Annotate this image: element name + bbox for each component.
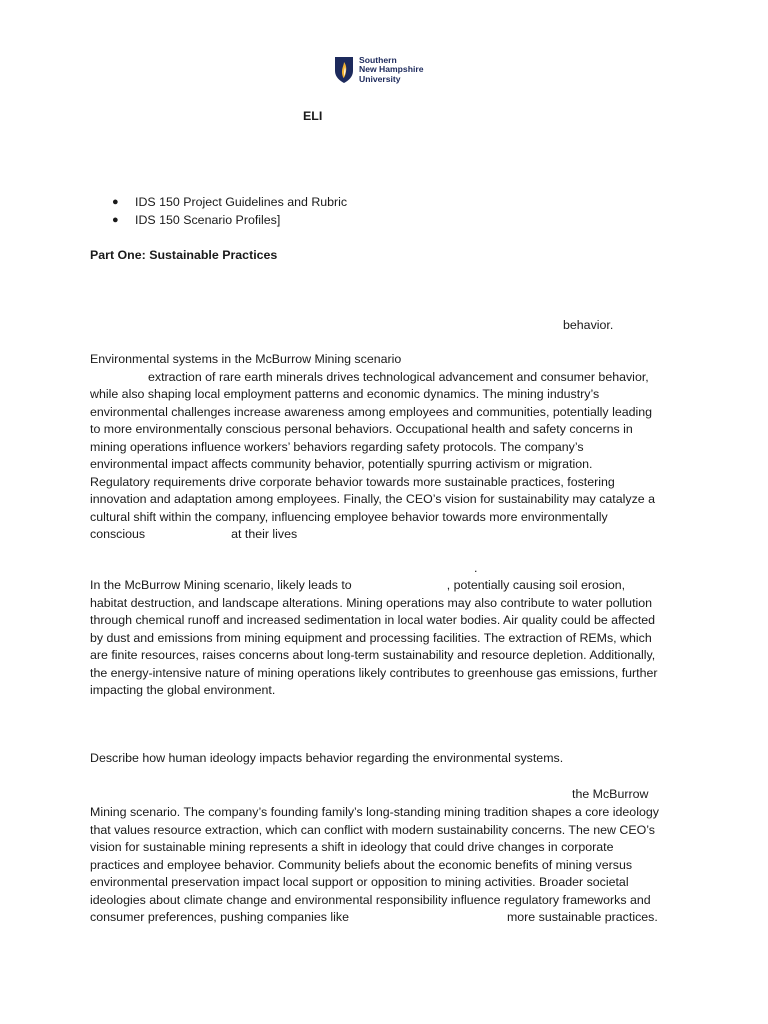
section-heading: Part One: Sustainable Practices (90, 248, 278, 262)
shield-flame-icon (334, 56, 354, 84)
resource-list (112, 194, 347, 229)
bullet-icon: ● (112, 213, 119, 226)
text-line: that values resource extraction, which can conflict with modern sustainability concerns. The new CEO’s (90, 822, 655, 837)
text-segment: more sustainable practices. (506, 910, 658, 924)
text-line: innovation and adaptation among employees. Finally, the CEO’s vision for sustainability may catalyze a (90, 492, 655, 506)
student-name: ELI (303, 109, 323, 123)
list-item (112, 194, 347, 212)
text-fragment: the McBurrow (572, 787, 649, 801)
list-item-text: IDS 150 Project Guidelines and Rubric (135, 195, 348, 209)
environmental-impact-paragraph (90, 577, 690, 700)
bullet-icon: ● (112, 196, 119, 208)
university-logo (334, 56, 423, 84)
text-segment: , potentially causing soil erosion, (446, 578, 626, 592)
text-line: by dust and emissions from mining equipment and processing facilities. The extraction of REMs, which (90, 630, 652, 645)
text-line: Regulatory requirements drive corporate behavior towards more sustainable practices, fostering (90, 474, 615, 489)
text-segment: conscious (90, 527, 146, 541)
text-line: practices and employee behavior. Community beliefs about the economic benefits of mining versus (90, 857, 633, 872)
logo-wordmark (359, 56, 423, 84)
logo-line-1: Southern (359, 55, 397, 65)
text-line: are finite resources, raises concerns about long-term sustainability and resource depletion. Additionally, (90, 648, 656, 662)
list-item (112, 212, 347, 230)
text-line (90, 909, 690, 927)
text-line: mining operations influence workers’ behaviors regarding safety protocols. The company’s (90, 439, 584, 454)
text-line: impacting the global environment. (90, 683, 276, 697)
text-line (90, 577, 690, 595)
text-segment: In the McBurrow Mining scenario, likely leads to (90, 578, 352, 592)
text-line: through chemical runoff and increased sedimentation in local water bodies. Air quality could be affected (90, 613, 656, 627)
text-line (90, 526, 690, 544)
text-line: cultural shift within the company, influencing employee behavior towards more environmentally (90, 509, 608, 524)
text-fragment: behavior. (563, 318, 614, 332)
text-line: environmental challenges increase awareness among employees and communities, potentially leading (90, 404, 653, 419)
ideology-paragraph (90, 804, 690, 927)
text-line: to more environmentally conscious personal behaviors. Occupational health and safety concerns in (90, 422, 633, 436)
text-line: extraction of rare earth minerals drives technological advancement and consumer behavior, (148, 369, 649, 384)
text-line: Mining scenario. The company’s founding family’s long-standing mining tradition shapes a core ideology (90, 805, 659, 819)
logo-line-3: University (359, 73, 401, 84)
list-item-text: IDS 150 Scenario Profiles] (135, 212, 281, 227)
text-segment: consumer preferences, pushing companies like (90, 910, 349, 924)
stray-period: . (474, 561, 478, 575)
logo-line-2: New Hampshire (359, 64, 424, 75)
text-line: environmental impact affects community behavior, potentially spurring activism or migration. (90, 457, 593, 471)
text-line: vision for sustainable mining represents a shift in ideology that could drive changes in corporate (90, 840, 614, 854)
text-line: the energy-intensive nature of mining operations likely contributes to greenhouse gas emissions, further (90, 665, 658, 680)
text-line: habitat destruction, and landscape alterations. Mining operations may also contribute to water pollution (90, 595, 653, 610)
environmental-systems-paragraph (90, 351, 690, 544)
text-line: environmental preservation impact local support or opposition to mining activities. Broader societal (90, 875, 629, 889)
text-line: while also shaping local employment patterns and economic dynamics. The mining industry’s (90, 387, 600, 401)
text-line: Environmental systems in the McBurrow Mining scenario (90, 352, 402, 366)
ideology-prompt: Describe how human ideology impacts behavior regarding the environmental systems. (90, 751, 564, 765)
text-line: ideologies about climate change and environmental responsibility influence regulatory frameworks and (90, 892, 651, 907)
text-segment: at their lives (231, 527, 298, 541)
